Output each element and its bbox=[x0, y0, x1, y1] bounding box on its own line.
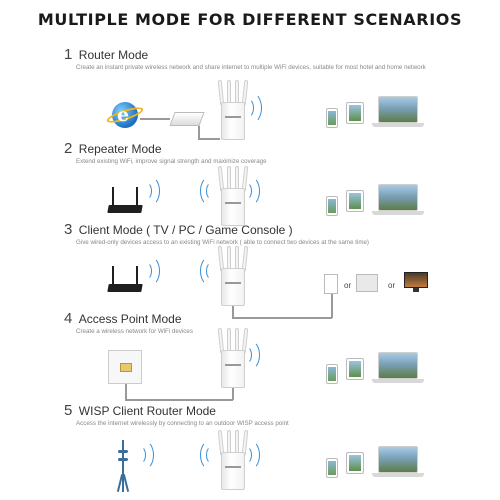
pc-monitor-icon bbox=[404, 272, 428, 292]
mode-description: Give wired-only devices access to an existing WiFi network ( able to connect two devices at the same time) bbox=[76, 239, 369, 246]
phone-icon bbox=[326, 458, 338, 478]
separator-text: or bbox=[388, 281, 396, 290]
cable bbox=[198, 126, 200, 138]
separator-text: or bbox=[344, 281, 352, 290]
laptop-icon bbox=[372, 446, 424, 480]
cable bbox=[198, 138, 220, 140]
modem-icon bbox=[169, 112, 204, 126]
mode-number: 5 bbox=[64, 402, 73, 419]
mode-name: WISP Client Router Mode bbox=[78, 404, 216, 418]
tablet-icon bbox=[346, 102, 364, 124]
mode-heading bbox=[64, 140, 162, 158]
mode-heading bbox=[64, 402, 216, 420]
wifi-repeater-icon bbox=[218, 246, 248, 308]
ethernet-wall-jack-icon bbox=[108, 350, 142, 384]
mode-description: Extend existing WiFi, improve signal strength and maximize coverage bbox=[76, 158, 267, 165]
cable bbox=[125, 399, 233, 401]
black-router-icon bbox=[108, 264, 142, 292]
wisp-tower-icon bbox=[118, 440, 128, 492]
phone-icon bbox=[326, 196, 338, 216]
tablet-icon bbox=[346, 358, 364, 380]
cable bbox=[125, 384, 127, 400]
tablet-icon bbox=[346, 190, 364, 212]
mode-number: 2 bbox=[64, 140, 73, 157]
mode-heading bbox=[64, 221, 293, 239]
mode-description: Create a wireless network for WiFi devices bbox=[76, 328, 193, 335]
laptop-icon bbox=[372, 184, 424, 218]
black-router-icon bbox=[108, 185, 142, 213]
page-title: MULTIPLE MODE FOR DIFFERENT SCENARIOS bbox=[37, 10, 463, 29]
cable bbox=[331, 292, 333, 318]
cable bbox=[140, 118, 170, 120]
laptop-icon bbox=[372, 352, 424, 386]
mode-number: 1 bbox=[64, 46, 73, 63]
printer-icon bbox=[356, 274, 378, 292]
mode-heading bbox=[64, 310, 182, 328]
cable bbox=[232, 317, 332, 319]
phone-icon bbox=[326, 364, 338, 384]
mode-name: Repeater Mode bbox=[78, 142, 162, 156]
tablet-icon bbox=[346, 452, 364, 474]
mode-name: Access Point Mode bbox=[78, 312, 182, 326]
mode-description: Create an instant private wireless network and share internet to multiple WiFi devices, suitable for most hotel and home network bbox=[76, 64, 426, 71]
mode-number: 3 bbox=[64, 221, 73, 238]
mode-number: 4 bbox=[64, 310, 73, 327]
game-console-icon bbox=[324, 274, 338, 294]
mode-description: Access the internet wirelessly by connecting to an outdoor WISP access point bbox=[76, 420, 289, 427]
mode-name: Client Mode ( TV / PC / Game Console ) bbox=[78, 223, 293, 237]
mode-name: Router Mode bbox=[78, 48, 149, 62]
laptop-icon bbox=[372, 96, 424, 130]
mode-heading bbox=[64, 46, 148, 64]
internet-explorer-icon: e bbox=[112, 102, 138, 128]
phone-icon bbox=[326, 108, 338, 128]
